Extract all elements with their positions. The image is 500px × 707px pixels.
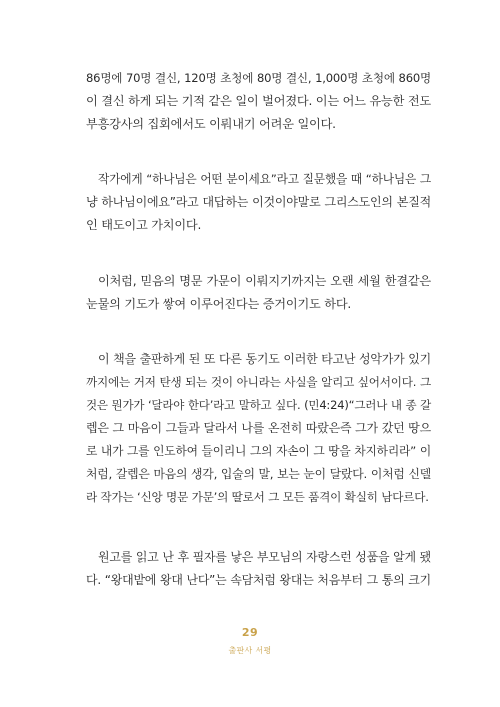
paragraph-1: [86, 67, 431, 136]
paragraph-3: [86, 270, 431, 316]
paragraph-5: [86, 546, 431, 592]
paragraph-line: 인 태도이고 가치이다.: [86, 218, 202, 232]
paragraph-line: 원고를 읽고 난 후 필자를 낳은 부모님의 자랑스런 성품을 알게 됐: [98, 550, 431, 564]
paragraph-line: 라 작가는 ‘신앙 명문 가문’의 딸로서 그 모든 품격이 확실히 남다르다.: [86, 490, 429, 504]
paragraph-line: 이 책을 출판하게 된 또 다른 동기도 이러한 타고난 성악가가 있기: [98, 352, 431, 366]
paragraph-4: [86, 348, 431, 509]
paragraph-line: 렙은 그 마음이 그들과 달라서 나를 온전히 따랐은즉 그가 갔던 땅으: [86, 421, 431, 435]
paragraph-line: 86명에 70명 결신, 120명 초청에 80명 결신, 1,000명 초청에 860명: [86, 71, 431, 85]
page-number: 29: [241, 626, 259, 639]
paragraph-line: 것은 뭔가가 ‘달라야 한다’라고 말하고 싶다. (민4:24)“그러나 내 종 갈: [86, 398, 431, 412]
paragraph-2: [86, 168, 431, 237]
paragraph-line: 까지에는 거저 탄생 되는 것이 아니라는 사실을 알리고 싶어서이다. 그: [86, 375, 431, 389]
paragraph-line: 눈물의 기도가 쌓여 이루어진다는 증거이기도 하다.: [86, 297, 352, 311]
paragraph-line: 부흥강사의 집회에서도 이뤄내기 어려운 일이다.: [86, 117, 336, 131]
paragraph-line: 이 결신 하게 되는 기적 같은 일이 벌어졌다. 이는 어느 유능한 전도: [86, 94, 431, 108]
paragraph-line: 이처럼, 믿음의 명문 가문이 이뤄지기까지는 오랜 세월 한결같은: [98, 274, 431, 288]
paragraph-line: 작가에게 “하나님은 어떤 분이세요”라고 질문했을 때 “하나님은 그: [98, 172, 431, 186]
paragraph-line: 다. “왕대밭에 왕대 난다”는 속담처럼 왕대는 처음부터 그 통의 크기: [86, 573, 431, 587]
paragraph-line: 로 내가 그를 인도하여 들이리니 그의 자손이 그 땅을 차지하리라” 이: [86, 444, 431, 458]
paragraph-line: 냥 하나님이에요”라고 대답하는 이것이야말로 그리스도인의 본질적: [86, 195, 431, 209]
running-footer: 출판사 서평: [228, 646, 272, 655]
paragraph-line: 처럼, 갈렙은 마음의 생각, 입술의 말, 보는 눈이 달랐다. 이처럼 신델: [86, 467, 431, 481]
